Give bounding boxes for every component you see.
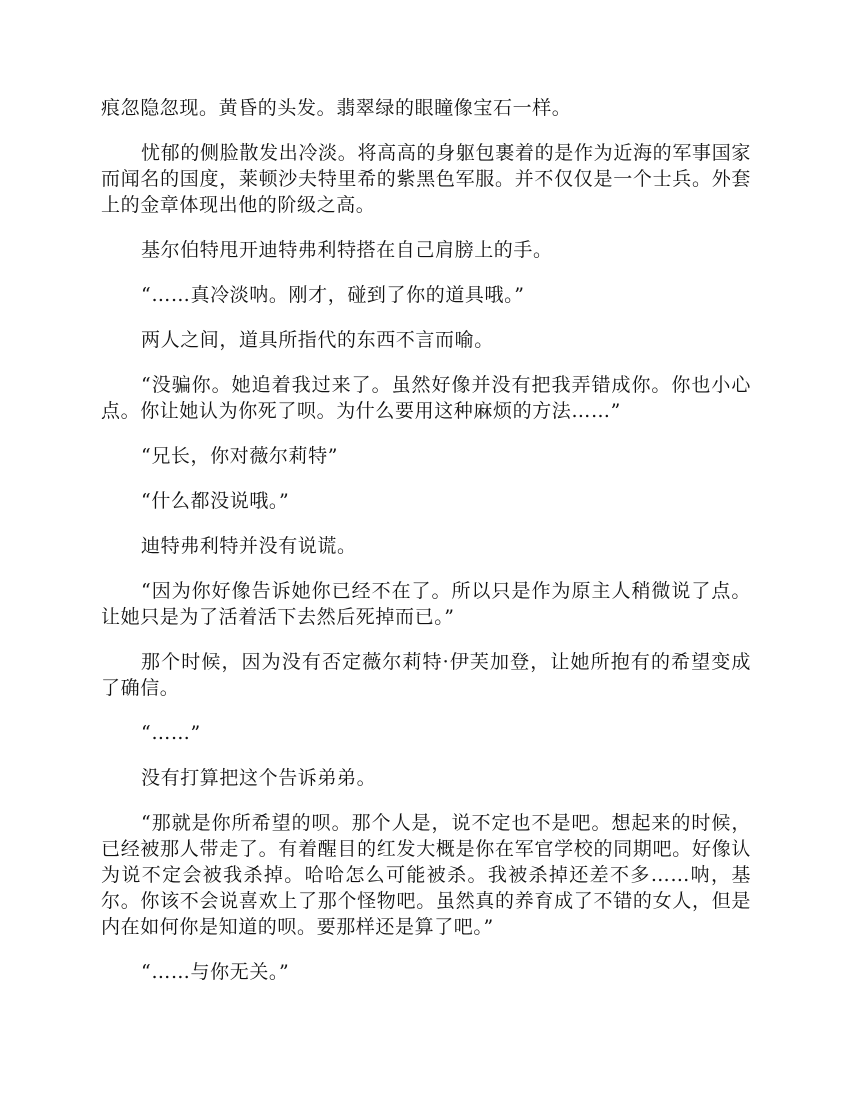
paragraph: “因为你好像告诉她你已经不在了。所以只是作为原主人稍微说了点。让她只是为了活着活下去然后死掉而已。” [101,580,751,628]
paragraph: 基尔伯特甩开迪特弗利特搭在自己肩膀上的手。 [141,239,553,261]
paragraph: “……真冷淡呐。刚才，碰到了你的道具哦。” [141,284,525,306]
paragraph: 没有打算把这个告诉弟弟。 [141,767,377,789]
paragraph: “……” [141,722,201,744]
paragraph: “……与你无关。” [141,961,290,983]
paragraph: 痕忽隐忽现。黄昏的头发。翡翠绿的眼瞳像宝石一样。 [101,97,572,119]
paragraph: “没骗你。她追着我过来了。虽然好像并没有把我弄错成你。你也小心点。你让她认为你死了呗。为什么要用这种麻烦的方法……” [101,374,751,422]
paragraph: “兄长，你对薇尔莉特” [141,445,339,467]
paragraph: “什么都没说哦。” [141,490,290,512]
paragraph: 两人之间，道具所指代的东西不言而喻。 [141,329,494,351]
paragraph: “那就是你所希望的呗。那个人是，说不定也不是吧。想起来的时候，已经被那人带走了。有着醒目的红发大概是你在军官学校的同期吧。好像认为说不定会被我杀掉。哈哈怎么可能被杀。我被杀掉还差不多……呐，基尔。你该不会说喜欢上了那个怪物吧。虽然真的养育成了不错的女人，但是内在如何你是知道的呗。要那样还是算了吧。” [101,812,751,938]
paragraph: 忧郁的侧脸散发出冷淡。将高高的身躯包裹着的是作为近海的军事国家而闻名的国度，莱顿沙夫特里希的紫黑色军服。并不仅仅是一个士兵。外套上的金章体现出他的阶级之高。 [101,142,751,216]
body-text [101,95,751,1004]
paragraph: 迪特弗利特并没有说谎。 [141,535,357,557]
paragraph: 那个时候，因为没有否定薇尔莉特·伊芙加登，让她所抱有的希望变成了确信。 [101,651,751,699]
